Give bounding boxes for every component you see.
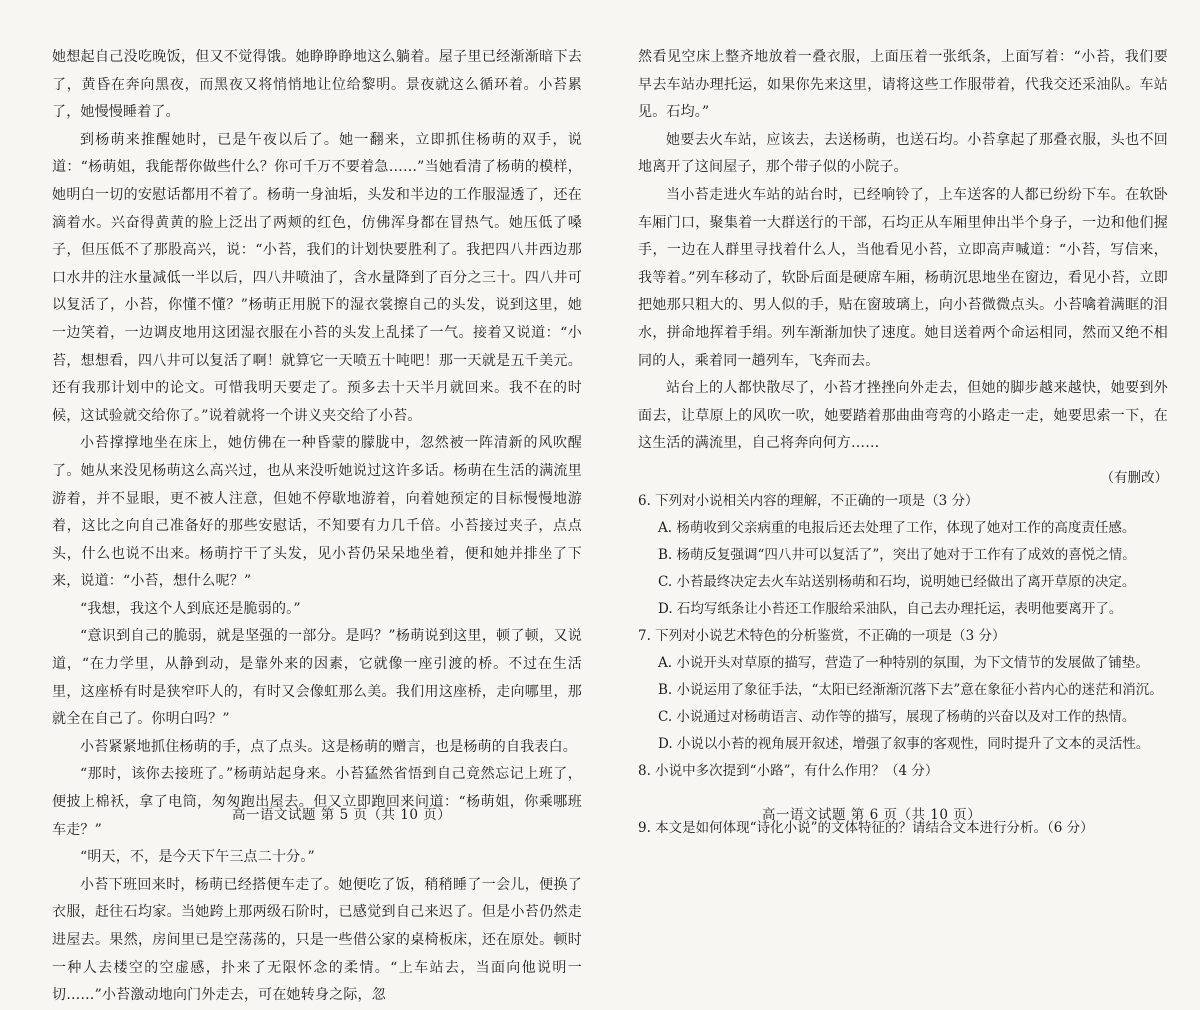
story-paragraph: “明天，不，是今天下午三点二十分。” bbox=[80, 849, 315, 866]
question-stem: 9. 本文是如何体现“诗化小说”的文体特征的？请结合文本进行分析。（6 分） bbox=[638, 819, 1094, 836]
story-paragraph: “我想，我这个人到底还是脆弱的。” bbox=[80, 600, 301, 617]
story-paragraph: 小苔下班回来时，杨萌已经搭便车走了。她便吃了饭，稍稍睡了一会儿，便换了衣服，赶往石均家。当她跨上那两级石阶时，已感觉到自己来迟了。但是小苔仍然走进屋去。果然，房间里已是空荡荡的，只是一些借公家的桌椅板床，还在原处。顿时一种人去楼空的空虚感，扑来了无限怀念的柔情。“上车站去，当面向他说明一切……”小苔激动地向门外走去，可在她转身之际，忽 bbox=[52, 876, 582, 1004]
option-d: D. 小说以小苔的视角展开叙述，增强了叙事的客观性，同时提升了文本的灵活性。 bbox=[658, 735, 1150, 752]
story-paragraph: 当小苔走进火车站的站台时，已经响铃了，上车送客的人都已纷纷下车。在软卧车厢门口，聚集着一大群送行的干部，石均正从车厢里伸出半个身子，一边和他们握手，一边在人群里寻找着什么人，当他看见小苔，立即高声喊道：“小苔，写信来，我等着。”列车移动了，软卧后面是硬席车厢，杨萌沉思地坐在窗边，看见小苔，立即把她那只粗大的、男人似的手，贴在窗玻璃上，向小苔微微点头。小苔噙着满眶的泪水，拼命地挥着手绢。列车渐渐加快了速度。她目送着两个命运相同，然而又绝不相同的人，乘着同一趟列车，飞奔而去。 bbox=[638, 186, 1168, 369]
option-d: D. 石均写纸条让小苔还工作服给采油队，自己去办理托运，表明他要离开了。 bbox=[658, 600, 1123, 617]
question-stem: 8. 小说中多次提到“小路”，有什么作用？（4 分） bbox=[638, 762, 939, 779]
story-paragraph: 然看见空床上整齐地放着一叠衣服，上面压着一张纸条，上面写着：“小苔，我们要早去车站办理托运，如果你先来这里，请将这些工作服带着，代我交还采油队。车站见。石均。” bbox=[638, 49, 1168, 121]
question-stem: 6. 下列对小说相关内容的理解，不正确的一项是（3 分） bbox=[638, 492, 979, 509]
story-paragraph: 站台上的人都快散尽了，小苔才挫挫向外走去，但她的脚步越来越快，她要到外面去，让草原上的风吹一吹，她要踏着那曲曲弯弯的小路走一走，她要思索一下，在这生活的满流里，自己将奔向何方…… bbox=[638, 380, 1168, 452]
source-note: （有删改） bbox=[1100, 469, 1168, 486]
story-paragraph: 到杨萌来推醒她时，已是午夜以后了。她一翻来，立即抓住杨萌的双手，说道：“杨萌姐，我能帮你做些什么？你可千万不要着急……”当她看清了杨萌的模样，她明白一切的安慰话都用不着了。杨萌一身油垢，头发和半边的工作服湿透了，还在滴着水。兴奋得黄黄的脸上泛出了两颊的红色，仿佛浑身都在冒热气。她压低了嗓子，但压低不了那股高兴，说：“小苔，我们的计划快要胜利了。我把四八井西边那口水井的注水量减低一半以后，四八井喷油了，含水量降到了百分之三十。四八井可以复活了，小苔，你懂不懂？”杨萌正用脱下的湿衣裳擦自己的头发，说到这里，她一边笑着，一边调皮地用这团湿衣服在小苔的头发上乱揉了一气。接着又说道：“小苔，想想看，四八井可以复活了啊！就算它一天喷五十吨吧！那一天就是五千美元。还有我那计划中的论文。可惜我明天要走了。预多去十天半月就回来。我不在的时候，这试验就交给你了。”说着就将一个讲义夹交给了小苔。 bbox=[52, 131, 582, 424]
page-footer-right: 高一语文试题 第 6 页（共 10 页） bbox=[762, 807, 982, 823]
left-page bbox=[52, 44, 582, 1010]
question-7 bbox=[638, 623, 1168, 758]
option-c: C. 小苔最终决定去火车站送别杨萌和石均，说明她已经做出了离开草原的决定。 bbox=[658, 573, 1136, 590]
question-6 bbox=[638, 488, 1168, 623]
option-b: B. 杨萌反复强调“四八井可以复活了”，突出了她对于工作有了成效的喜悦之情。 bbox=[658, 546, 1136, 563]
story-paragraph: “意识到自己的脆弱，就是坚强的一部分。是吗？”杨萌说到这里，顿了顿，又说道，“在力学里，从静到动，是靠外来的因素，它就像一座引渡的桥。不过在生活里，这座桥有时是狭窄吓人的，有时又会像虹那么美。我们用这座桥，走向哪里，那就全在自己了。你明白吗？” bbox=[52, 628, 582, 728]
story-paragraph: 小苔紧紧地抓住杨萌的手，点了点头。这是杨萌的赠言，也是杨萌的自我表白。 bbox=[80, 738, 577, 755]
option-c: C. 小说通过对杨萌语言、动作等的描写，展现了杨萌的兴奋以及对工作的热情。 bbox=[658, 708, 1136, 725]
story-paragraph: “那时，该你去接班了。”杨萌站起身来。小苔猛然省悟到自己竟然忘记上班了，便披上棉袄，拿了电筒，匆匆跑出屋去。但又立即跑回来问道：“杨萌姐，你乘哪班车走？” bbox=[52, 766, 582, 838]
question-stem: 7. 下列对小说艺术特色的分析鉴赏，不正确的一项是（3 分） bbox=[638, 627, 1006, 644]
story-paragraph: 她要去火车站，应该去，去送杨萌，也送石均。小苔拿起了那叠衣服，头也不回地离开了这间屋子，那个带子似的小院子。 bbox=[638, 131, 1168, 176]
option-a: A. 杨萌收到父亲病重的电报后还去处理了工作，体现了她对工作的高度责任感。 bbox=[658, 519, 1136, 536]
page-footer-left: 高一语文试题 第 5 页（共 10 页） bbox=[232, 807, 452, 823]
option-b: B. 小说运用了象征手法，“太阳已经渐渐沉落下去”意在象征小苔内心的迷茫和消沉。 bbox=[658, 681, 1163, 698]
story-paragraph: 她想起自己没吃晚饭，但又不觉得饿。她睁睁睁地这么躺着。屋子里已经渐渐暗下去了，黄昏在奔向黑夜，而黑夜又将悄悄地让位给黎明。景夜就这么循环着。小苔累了，她慢慢睡着了。 bbox=[52, 49, 582, 121]
story-paragraph: 小苔撑撑地坐在床上，她仿佛在一种昏蒙的朦胧中，忽然被一阵清新的风吹醒了。她从来没见杨萌这么高兴过，也从来没听她说过这许多话。杨萌在生活的满流里游着，并不显眼，更不被人注意，但她不停歇地游着，向着她预定的目标慢慢地游着，这比之向自己准备好的那些安慰话，不知要有力几千倍。小苔接过夹子，点点头，什么也说不出来。杨萌拧干了头发，见小苔仍呆呆地坐着，便和她并排坐了下来，说道：“小苔，想什么呢？” bbox=[52, 435, 582, 590]
right-page bbox=[638, 44, 1168, 842]
option-a: A. 小说开头对草原的描写，营造了一种特别的氛围，为下文情节的发展做了铺垫。 bbox=[658, 654, 1149, 671]
